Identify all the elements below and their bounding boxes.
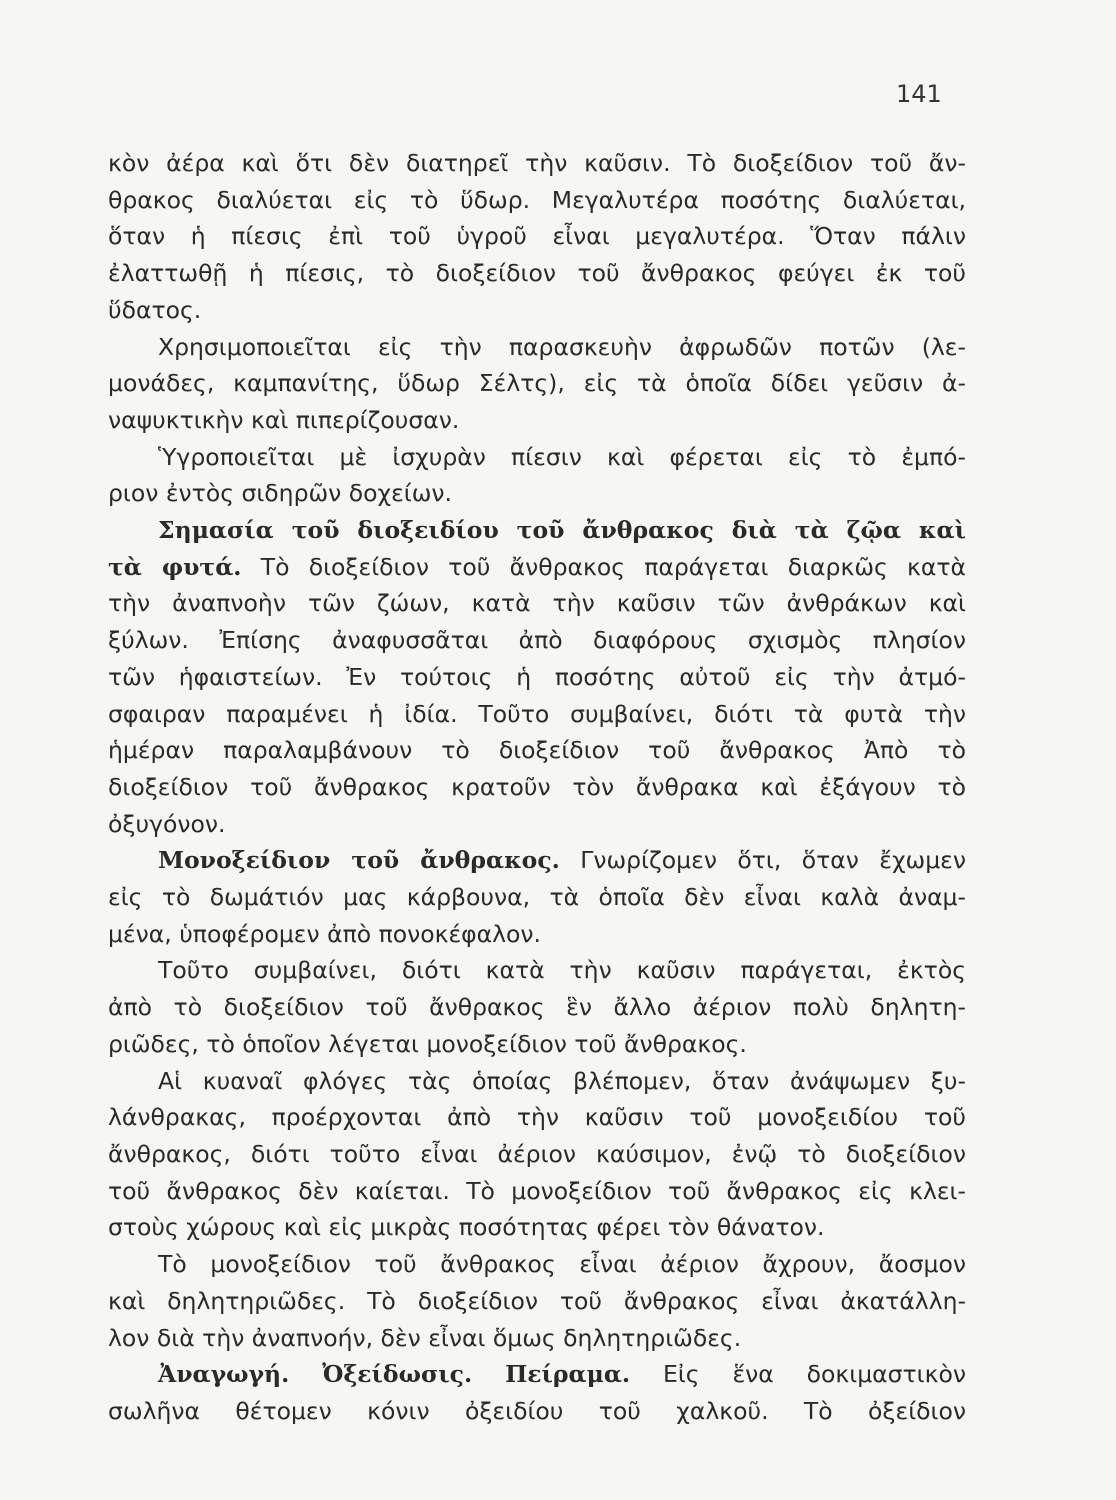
text-line: στοὺς χώρους καὶ εἰς μικρὰς ποσότητας φέρει τὸν θάνατον. — [108, 1213, 825, 1242]
text-line: ἐλαττωθῇ ἡ πίεσις, τὸ διοξείδιον τοῦ ἄνθρακος φεύγει ἐκ τοῦ — [108, 259, 966, 288]
text-line: λον διὰ τὴν ἀναπνοήν, δὲν εἶναι ὅμως δηλητηριῶδες. — [108, 1323, 742, 1352]
text-line: κὸν ἀέρα καὶ ὅτι δὲν διατηρεῖ τὴν καῦσιν. Τὸ διοξείδιον τοῦ ἄν- — [108, 149, 966, 177]
text-line — [108, 1356, 966, 1393]
text-line: τὴν ἀναπνοὴν τῶν ζώων, κατὰ τὴν καῦσιν τῶν ἀνθράκων καὶ — [108, 589, 966, 618]
text-line: Αἱ κυαναῖ φλόγες τὰς ὁποίας βλέπομεν, ὅταν ἀνάψωμεν ξυ- — [158, 1066, 966, 1095]
text-line: ξύλων. Ἐπίσης ἀναφυσσᾶται ἀπὸ διαφόρους σχισμὸς πλησίον — [108, 626, 966, 655]
text-run: Γνωρίζομεν ὅτι, ὅταν ἔχωμεν — [559, 846, 966, 875]
text-line — [108, 549, 966, 586]
text-line: Τὸ μονοξείδιον τοῦ ἄνθρακος εἶναι ἀέριον ἄχρουν, ἄοσμον — [158, 1250, 966, 1279]
text-line: σωλῆνα θέτομεν κόνιν ὀξειδίου τοῦ χαλκοῦ. Τὸ ὀξείδιον — [108, 1396, 966, 1425]
section-heading-importance-end: τὰ φυτά. — [108, 552, 242, 581]
text-line: ἡμέραν παραλαμβάνουν τὸ διοξείδιον τοῦ ἄνθρακος Ἀπὸ τὸ — [108, 736, 966, 765]
text-line: τῶν ἡφαιστείων. Ἐν τούτοις ἡ ποσότης αὐτοῦ εἰς τὴν ἀτμό- — [108, 662, 966, 691]
text-line: Ὑγροποιεῖται μὲ ἰσχυρὰν πίεσιν καὶ φέρεται εἰς τὸ ἐμπό- — [158, 442, 966, 471]
text-line: μένα, ὑποφέρομεν ἀπὸ πονοκέφαλον. — [108, 919, 542, 948]
text-line: διοξείδιον τοῦ ἄνθρακος κρατοῦν τὸν ἄνθρακα καὶ ἐξάγουν τὸ — [108, 772, 966, 801]
page-body — [108, 145, 966, 1430]
section-heading-monoxide: Μονοξείδιον τοῦ ἄνθρακος. — [158, 846, 560, 875]
text-run: Τὸ διοξείδιον τοῦ ἄνθρακος παράγεται διαρκῶς κατὰ — [241, 552, 966, 581]
text-line: θρακος διαλύεται εἰς τὸ ὕδωρ. Μεγαλυτέρα ποσότης διαλύεται, — [108, 185, 966, 214]
text-line: σφαιραν παραμένει ἡ ἰδία. Τοῦτο συμβαίνει, διότι τὰ φυτὰ τὴν — [108, 699, 966, 728]
section-heading-oxidation: Ὀξείδωσις. — [322, 1360, 473, 1389]
section-heading-importance: Σημασία τοῦ διοξειδίου τοῦ ἄνθρακος διὰ τὰ ζῷα καὶ — [158, 516, 966, 545]
text-line: εἰς τὸ δωμάτιόν μας κάρβουνα, τὰ ὁποῖα δὲν εἶναι καλὰ ἀναμ- — [108, 883, 966, 912]
section-heading-experiment: Πείραμα. — [505, 1360, 631, 1389]
text-line: καὶ δηλητηριῶδες. Τὸ διοξείδιον τοῦ ἄνθρακος εἶναι ἀκατάλλη- — [108, 1286, 966, 1315]
text-line: Χρησιμοποιεῖται εἰς τὴν παρασκευὴν ἀφρωδῶν ποτῶν (λε- — [158, 332, 966, 361]
text-run: Εἰς ἕνα δοκιμαστικὸν — [630, 1360, 966, 1389]
text-line: μονάδες, καμπανίτης, ὕδωρ Σέλτς), εἰς τὰ ὁποῖα δίδει γεῦσιν ἀ- — [108, 369, 966, 398]
text-line: ὀξυγόνον. — [108, 809, 226, 838]
text-line: λάνθρακας, προέρχονται ἀπὸ τὴν καῦσιν τοῦ μονοξειδίου τοῦ — [108, 1103, 966, 1132]
text-line: τοῦ ἄνθρακος δὲν καίεται. Τὸ μονοξείδιον τοῦ ἄνθρακος εἰς κλει- — [108, 1176, 966, 1205]
heading-line — [108, 512, 966, 549]
text-line: ὅταν ἡ πίεσις ἐπὶ τοῦ ὑγροῦ εἶναι μεγαλυτέρα. Ὅταν πάλιν — [108, 222, 966, 251]
text-line: ριον ἐντὸς σιδηρῶν δοχείων. — [108, 479, 453, 508]
text-line: Τοῦτο συμβαίνει, διότι κατὰ τὴν καῦσιν παράγεται, ἐκτὸς — [158, 956, 966, 985]
text-line: ἀπὸ τὸ διοξείδιον τοῦ ἄνθρακος ἓν ἄλλο ἀέριον πολὺ δηλητη- — [108, 993, 966, 1022]
page-number: 141 — [896, 80, 942, 108]
text-line — [108, 842, 966, 879]
text-line: ριῶδες, τὸ ὁποῖον λέγεται μονοξείδιον τοῦ ἄνθρακος. — [108, 1029, 747, 1058]
text-line: ἄνθρακος, διότι τοῦτο εἶναι ἀέριον καύσιμον, ἐνῷ τὸ διοξείδιον — [108, 1139, 966, 1168]
section-heading-reduction: Ἀναγωγή. — [158, 1360, 290, 1389]
text-line: ὕδατος. — [108, 295, 202, 324]
text-line: ναψυκτικὴν καὶ πιπερίζουσαν. — [108, 405, 460, 434]
